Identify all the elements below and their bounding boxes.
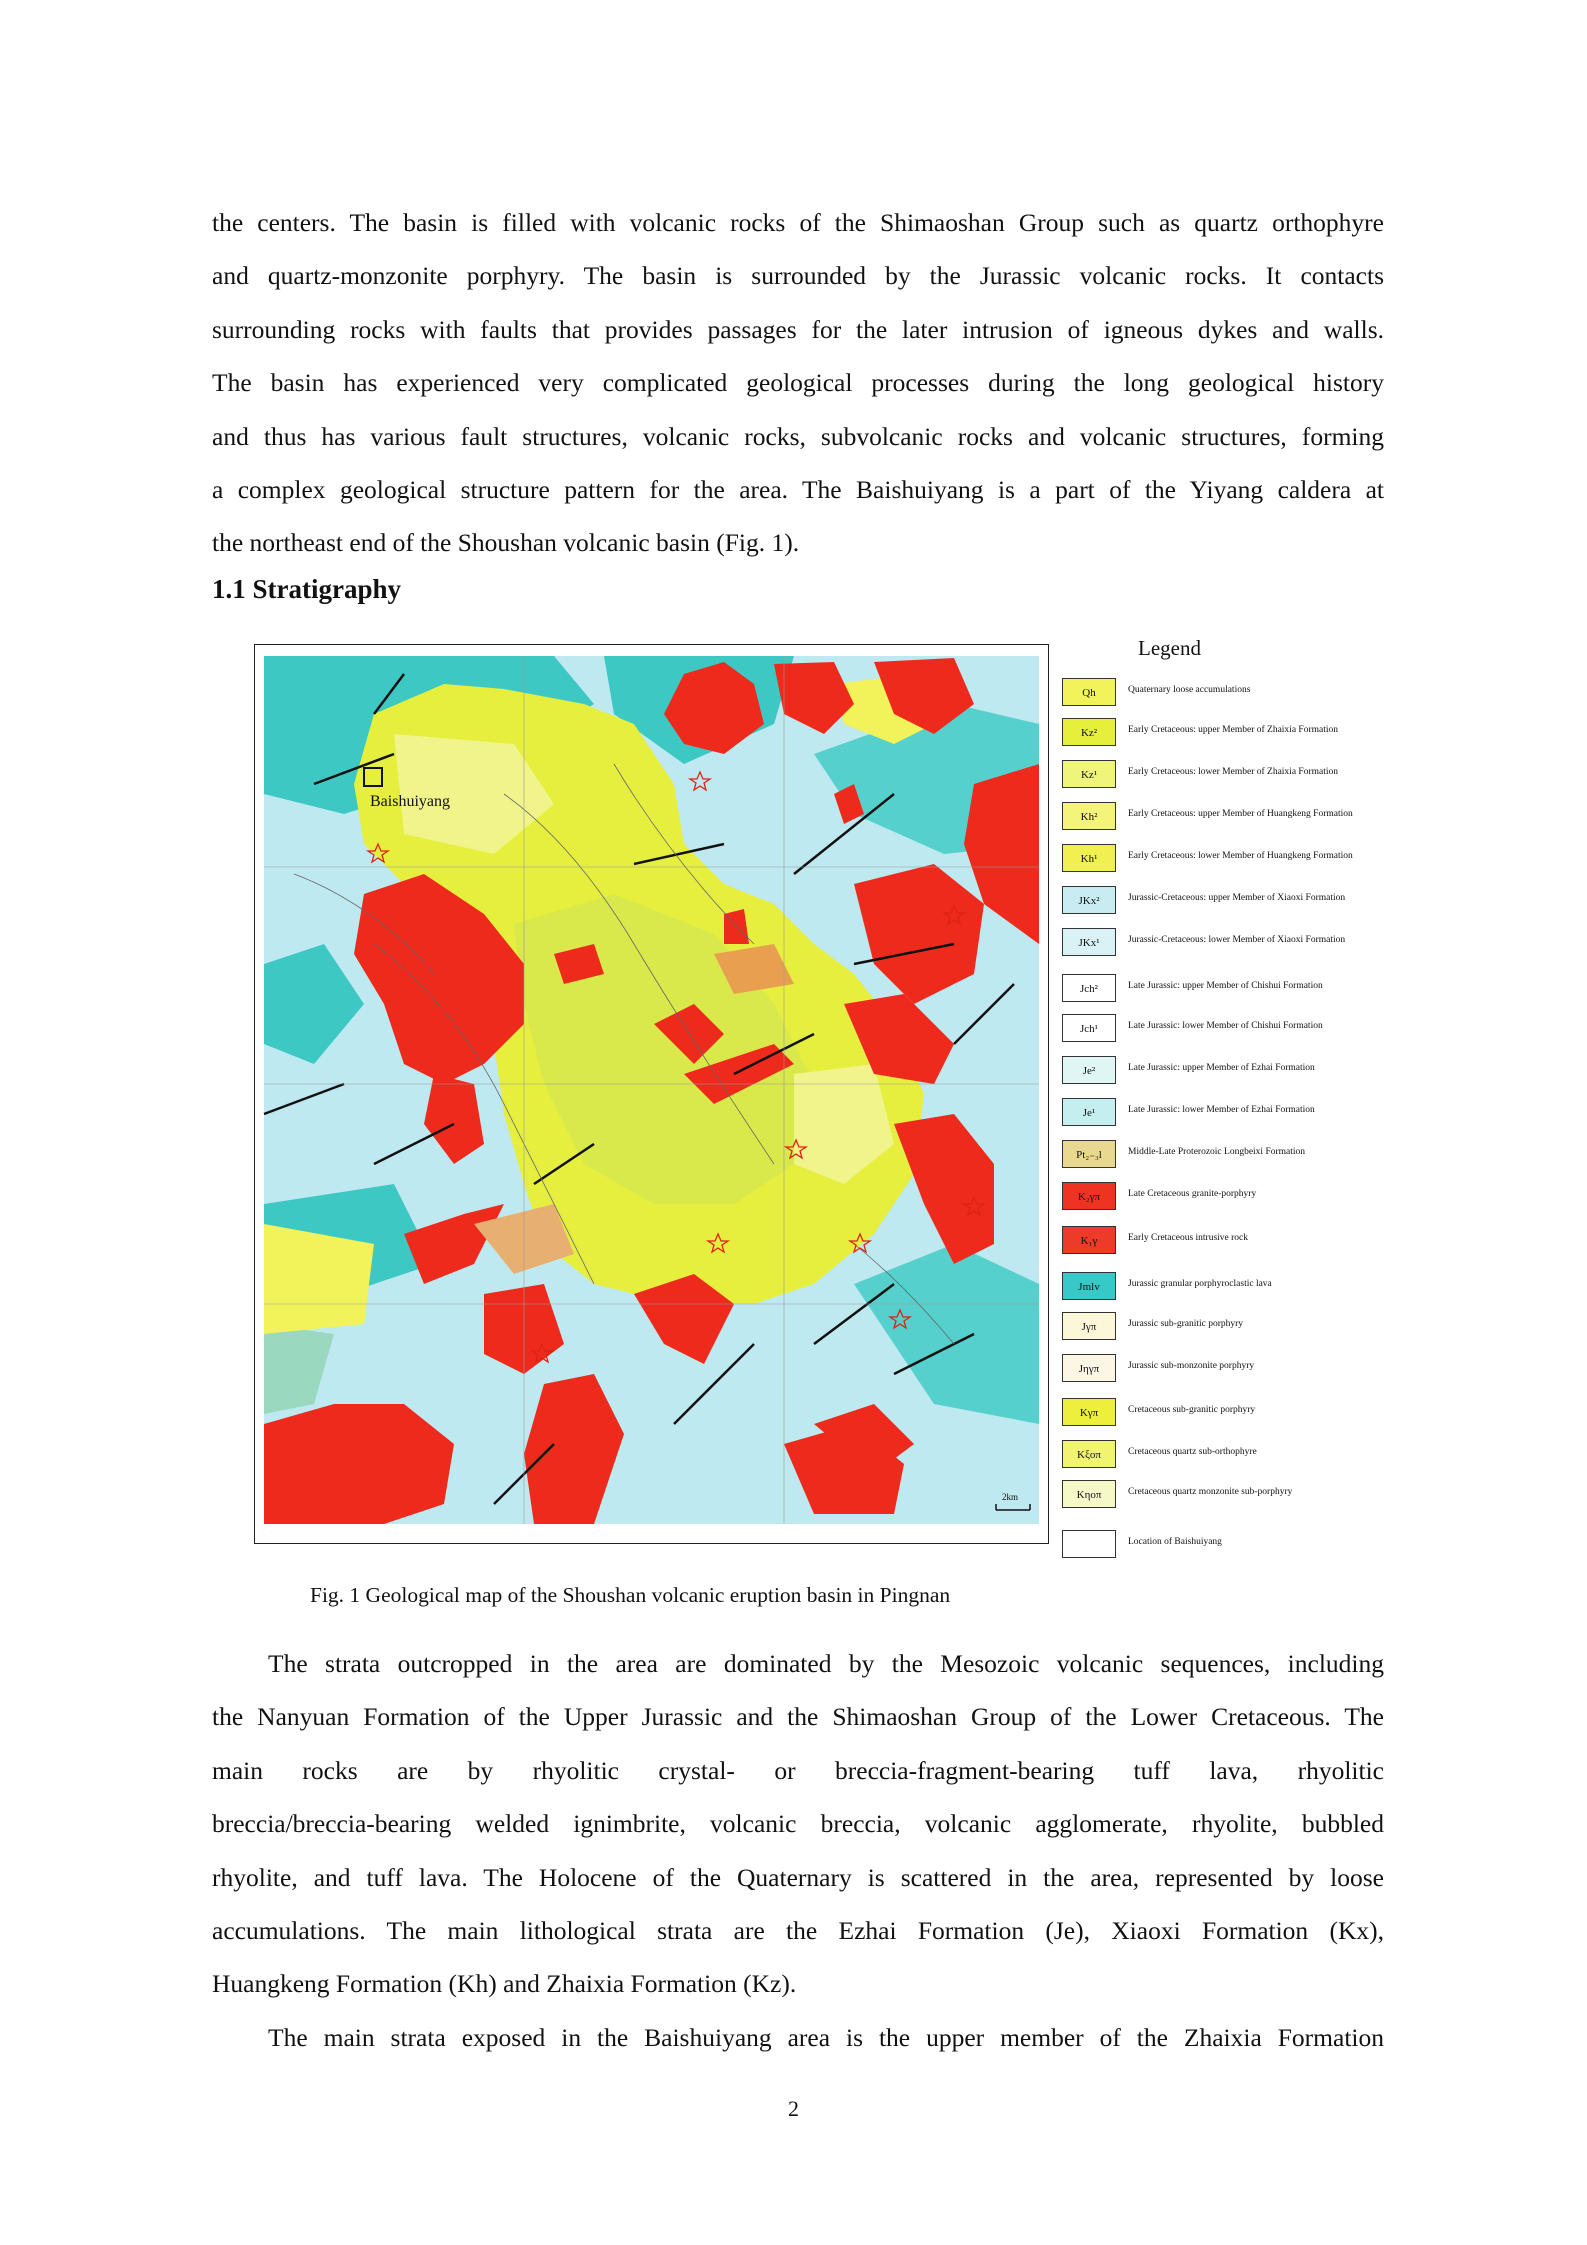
legend-label: Late Jurassic: upper Member of Ezhai Formation — [1128, 1063, 1315, 1073]
legend-swatch: Jch² — [1062, 974, 1116, 1002]
legend-swatch: Kηoπ — [1062, 1480, 1116, 1508]
figure-caption: Fig. 1 Geological map of the Shoushan volcanic eruption basin in Pingnan — [310, 1583, 951, 1607]
map-label-baishuiyang: Baishuiyang — [370, 793, 450, 810]
legend-item — [1062, 1014, 1392, 1044]
legend-label: Late Cretaceous granite-porphyry — [1128, 1189, 1257, 1199]
text-line: accumulations. The main lithological strata are the Ezhai Formation (Je), Xiaoxi Formation (Kx), — [212, 1916, 1384, 1946]
legend-label: Location of Baishuiyang — [1128, 1537, 1222, 1547]
legend-swatch: Jch¹ — [1062, 1014, 1116, 1042]
legend-item — [1062, 760, 1392, 790]
legend-item — [1062, 1398, 1392, 1428]
text-line: surrounding rocks with faults that provides passages for the later intrusion of igneous dykes and walls. — [212, 314, 1384, 344]
legend-item — [1062, 1312, 1392, 1342]
text-line: the centers. The basin is filled with volcanic rocks of the Shimaoshan Group such as quartz orthophyre — [212, 208, 1384, 237]
legend-swatch: K₁γ — [1062, 1226, 1116, 1254]
figure-geological-map — [254, 636, 1384, 1566]
legend-item — [1062, 1530, 1392, 1560]
legend-item — [1062, 1440, 1392, 1470]
legend-title: Legend — [1138, 636, 1201, 660]
legend-item — [1062, 678, 1392, 708]
legend-swatch: Kh¹ — [1062, 844, 1116, 872]
legend-swatch: Kz¹ — [1062, 760, 1116, 788]
paragraph-1 — [212, 196, 1384, 570]
legend-swatch: JKx² — [1062, 886, 1116, 914]
legend-swatch: Jγπ — [1062, 1312, 1116, 1340]
legend-item — [1062, 928, 1392, 958]
legend-label: Late Jurassic: lower Member of Ezhai Formation — [1128, 1105, 1315, 1115]
legend-item — [1062, 844, 1392, 874]
text-line: the Nanyuan Formation of the Upper Jurassic and the Shimaoshan Group of the Lower Cretaceous. The — [212, 1702, 1384, 1732]
legend-swatch: JKx¹ — [1062, 928, 1116, 956]
legend-swatch: Kξoπ — [1062, 1440, 1116, 1468]
text-line: a complex geological structure pattern for the area. The Baishuiyang is a part of the Yiyang caldera at — [212, 475, 1384, 505]
legend-swatch: Jmlv — [1062, 1272, 1116, 1300]
text-line: and quartz-monzonite porphyry. The basin is surrounded by the Jurassic volcanic rocks. It contacts — [212, 261, 1384, 291]
legend-label: Early Cretaceous: upper Member of Huangkeng Formation — [1128, 809, 1353, 819]
legend-label: Jurassic-Cretaceous: lower Member of Xiaoxi Formation — [1128, 935, 1346, 945]
legend-swatch: Qh — [1062, 678, 1116, 706]
section-heading: 1.1 Stratigraphy — [212, 574, 401, 604]
paragraph-2 — [212, 1637, 1384, 2011]
legend-label: Jurassic sub-monzonite porphyry — [1128, 1361, 1255, 1371]
text-line: Huangkeng Formation (Kh) and Zhaixia Formation (Kz). — [212, 1969, 797, 1999]
legend-label: Late Jurassic: upper Member of Chishui Formation — [1128, 981, 1323, 991]
legend-swatch: Kγπ — [1062, 1398, 1116, 1426]
legend-swatch: Pt₂₋₃l — [1062, 1140, 1116, 1168]
legend-label: Jurassic-Cretaceous: upper Member of Xiaoxi Formation — [1128, 893, 1346, 903]
page-number: 2 — [788, 2096, 799, 2121]
legend-swatch: K₂γπ — [1062, 1182, 1116, 1210]
svg-text:2km: 2km — [1002, 1492, 1019, 1502]
legend-item — [1062, 886, 1392, 916]
legend-label: Early Cretaceous intrusive rock — [1128, 1233, 1249, 1243]
legend-label: Cretaceous sub-granitic porphyry — [1128, 1405, 1256, 1415]
text-line: The strata outcropped in the area are dominated by the Mesozoic volcanic sequences, including — [268, 1649, 1384, 1678]
legend-item — [1062, 802, 1392, 832]
legend-item — [1062, 1140, 1392, 1170]
legend-item — [1062, 1226, 1392, 1256]
text-line: and thus has various fault structures, volcanic rocks, subvolcanic rocks and volcanic structures, forming — [212, 421, 1384, 451]
legend-label: Early Cretaceous: lower Member of Huangkeng Formation — [1128, 851, 1353, 861]
text-line: The main strata exposed in the Baishuiyang area is the upper member of the Zhaixia Formation — [268, 2023, 1384, 2052]
text-line: breccia/breccia-bearing welded ignimbrite, volcanic breccia, volcanic agglomerate, rhyolite, bubbled — [212, 1809, 1384, 1839]
legend-swatch: Jηγπ — [1062, 1354, 1116, 1382]
text-line: rhyolite, and tuff lava. The Holocene of the Quaternary is scattered in the area, represented by loose — [212, 1862, 1384, 1892]
legend-label: Jurassic sub-granitic porphyry — [1128, 1319, 1244, 1329]
legend-swatch — [1062, 1530, 1116, 1558]
legend-item — [1062, 974, 1392, 1004]
legend-swatch: Je¹ — [1062, 1098, 1116, 1126]
legend-label: Middle-Late Proterozoic Longbeixi Formation — [1128, 1147, 1306, 1157]
legend-label: Cretaceous quartz monzonite sub-porphyry — [1128, 1487, 1293, 1497]
legend-label: Quaternary loose accumulations — [1128, 685, 1251, 695]
paragraph-3 — [212, 2011, 1384, 2064]
legend-item — [1062, 1480, 1392, 1510]
legend-label: Cretaceous quartz sub-orthophyre — [1128, 1447, 1257, 1457]
legend-label: Early Cretaceous: lower Member of Zhaixia Formation — [1128, 767, 1338, 777]
legend-swatch: Je² — [1062, 1056, 1116, 1084]
legend-label: Jurassic granular porphyroclastic lava — [1128, 1279, 1272, 1289]
legend-item — [1062, 1182, 1392, 1212]
text-line: the northeast end of the Shoushan volcanic basin (Fig. 1). — [212, 528, 800, 558]
legend-item — [1062, 1056, 1392, 1086]
legend-swatch: Kh² — [1062, 802, 1116, 830]
legend-item — [1062, 718, 1392, 748]
legend-item — [1062, 1272, 1392, 1302]
legend-swatch: Kz² — [1062, 718, 1116, 746]
text-line: main rocks are by rhyolitic crystal- or breccia-fragment-bearing tuff lava, rhyolitic — [212, 1755, 1384, 1785]
geological-map — [254, 644, 1049, 1544]
text-line: The basin has experienced very complicated geological processes during the long geological history — [212, 368, 1384, 398]
legend-item — [1062, 1354, 1392, 1384]
legend-label: Late Jurassic: lower Member of Chishui Formation — [1128, 1021, 1323, 1031]
legend-item — [1062, 1098, 1392, 1128]
legend-label: Early Cretaceous: upper Member of Zhaixia Formation — [1128, 725, 1338, 735]
